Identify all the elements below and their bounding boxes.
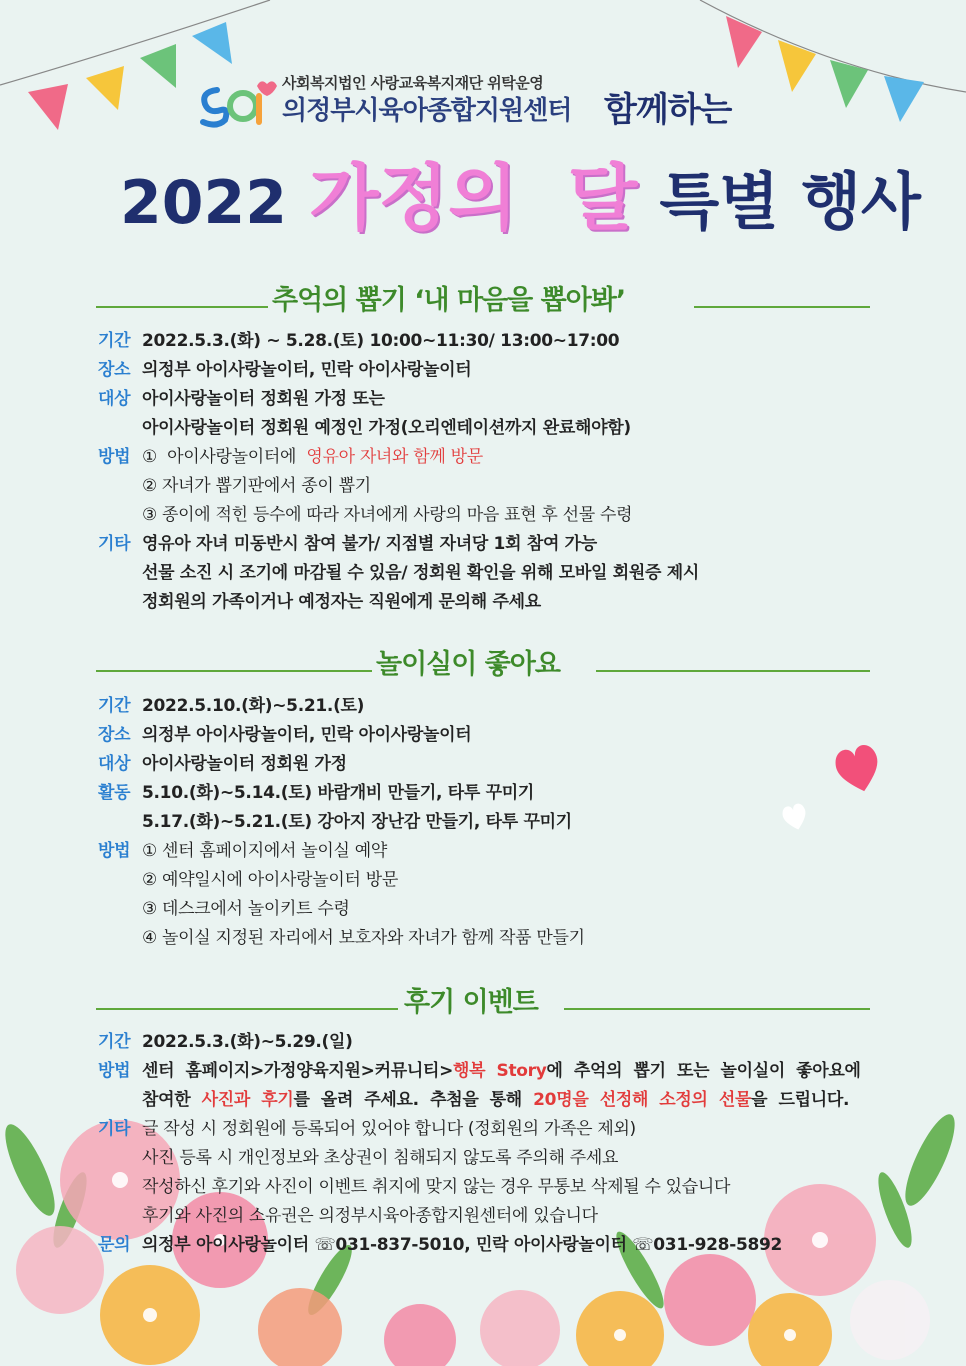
- row-text: 후기와 사진의 소유권은 의정부시육아종합지원센터에 있습니다: [142, 1206, 598, 1226]
- row-label: 방법: [98, 841, 131, 861]
- heart-icon: [832, 740, 884, 796]
- page-title: [120, 140, 921, 240]
- row-label: 문의: [98, 1235, 131, 1255]
- row-text: ③ 데스크에서 놀이키트 수령: [142, 899, 350, 919]
- row-text: 참여한: [142, 1090, 202, 1110]
- title-word-event: 행사: [801, 165, 921, 238]
- row-text: 에 추억의 뽑기 또는 놀이실이 좋아요에: [546, 1061, 861, 1081]
- row-text: 정회원의 가족이거나 예정자는 직원에게 문의해 주세요: [142, 592, 541, 612]
- row-label: 기타: [98, 1119, 131, 1139]
- section-heading-3: 후기 이벤트: [96, 980, 870, 1014]
- row-label: 기타: [98, 534, 131, 554]
- row-text: 를 올려 주세요. 추첨을 통해: [293, 1090, 534, 1110]
- row-text: ④ 놀이실 지정된 자리에서 보호자와 자녀가 함께 작품 만들기: [142, 928, 585, 948]
- row-text: 2022.5.3.(화)~5.29.(일): [142, 1032, 353, 1052]
- row-text: ① 아이사랑놀이터에: [142, 447, 307, 467]
- row-text: ③ 종이에 적힌 등수에 따라 자녀에게 사랑의 마음 표현 후 선물 수령: [142, 505, 633, 525]
- operator-line: 사회복지법인 사랑교육복지재단 위탁운영: [282, 74, 544, 92]
- row-highlight: 사진과 후기: [201, 1090, 294, 1110]
- row-highlight: 영유아 자녀와 함께 방문: [306, 447, 483, 467]
- row-text: 글 작성 시 정회원에 등록되어 있어야 합니다 (정회원의 가족은 제외): [142, 1119, 636, 1139]
- row-label: 장소: [98, 725, 131, 745]
- row-text: 의정부 아이사랑놀이터, 민락 아이사랑놀이터: [142, 360, 472, 380]
- row-text: ② 예약일시에 아이사랑놀이터 방문: [142, 870, 398, 890]
- row-text: 선물 소진 시 조기에 마감될 수 있음/ 정회원 확인을 위해 모바일 회원증 제시: [142, 563, 699, 583]
- center-logo: [197, 78, 279, 128]
- row-text: 5.17.(화)~5.21.(토) 강아지 장난감 만들기, 타투 꾸미기: [142, 812, 572, 832]
- row-text: 의정부 아이사랑놀이터, 민락 아이사랑놀이터: [142, 725, 472, 745]
- row-text: ① 센터 홈페이지에서 놀이실 예약: [142, 841, 387, 861]
- row-text: 사진 등록 시 개인정보와 초상권이 침해되지 않도록 주의해 주세요: [142, 1148, 619, 1168]
- row-label: 기간: [98, 331, 131, 351]
- row-text: 아이사랑놀이터 정회원 가정 또는: [142, 389, 385, 409]
- row-highlight: 행복 Story: [453, 1061, 547, 1081]
- row-text: 아이사랑놀이터 정회원 가정: [142, 754, 347, 774]
- row-label: 대상: [98, 389, 131, 409]
- row-highlight: 20명을 선정해 소정의 선물: [533, 1090, 752, 1110]
- together-text: 함께하는: [604, 90, 732, 130]
- row-text: 아이사랑놀이터 정회원 예정인 가정(오리엔테이션까지 완료해야함): [142, 418, 631, 438]
- row-text: 작성하신 후기와 사진이 이벤트 취지에 맞지 않는 경우 무통보 삭제될 수 있습니다: [142, 1177, 731, 1197]
- row-text: ② 자녀가 뽑기판에서 종이 뽑기: [142, 476, 371, 496]
- center-name: 의정부시육아종합지원센터: [282, 96, 572, 126]
- row-label: 기간: [98, 696, 131, 716]
- row-label: 기간: [98, 1032, 131, 1052]
- row-text: 을 드립니다.: [751, 1090, 850, 1110]
- row-text: 영유아 자녀 미동반시 참여 불가/ 지점별 자녀당 1회 참여 가능: [142, 534, 597, 554]
- row-label: 활동: [98, 783, 131, 803]
- section-heading-1: 추억의 뽑기 ‘내 마음을 뽑아봐’: [96, 278, 870, 312]
- row-label: 방법: [98, 447, 131, 467]
- title-year: 2022: [120, 168, 287, 238]
- row-text: 센터 홈페이지>가정양육지원>커뮤니티>: [142, 1061, 454, 1081]
- row-text: 2022.5.10.(화)~5.21.(토): [142, 696, 365, 716]
- row-label: 방법: [98, 1061, 131, 1081]
- section-heading-2: 놀이실이 좋아요: [96, 642, 870, 676]
- contact-text: 의정부 아이사랑놀이터 ☏031-837-5010, 민락 아이사랑놀이터 ☏031-928-5892: [142, 1235, 783, 1255]
- row-label: 대상: [98, 754, 131, 774]
- heart-icon: [780, 800, 810, 834]
- row-text: 2022.5.3.(화) ~ 5.28.(토) 10:00~11:30/ 13:00~17:00: [142, 331, 620, 351]
- title-highlight: 가정의 달: [309, 156, 638, 240]
- title-word-special: 특별: [659, 165, 780, 238]
- row-label: 장소: [98, 360, 131, 380]
- row-text: 5.10.(화)~5.14.(토) 바람개비 만들기, 타투 꾸미기: [142, 783, 534, 803]
